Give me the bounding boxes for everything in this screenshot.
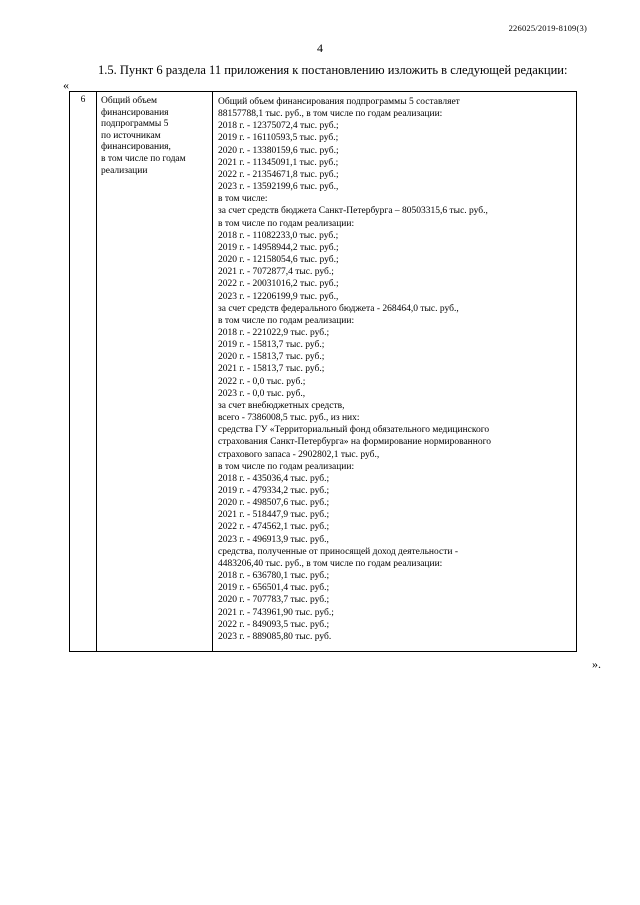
content-line: 2018 г. - 636780,1 тыс. руб.; (218, 571, 330, 582)
content-line: 2021 г. - 7072877,4 тыс. руб.; (218, 267, 334, 278)
content-line: 2021 г. - 15813,7 тыс. руб.; (218, 364, 325, 375)
content-line: 2023 г. - 496913,9 тыс. руб., (218, 534, 329, 545)
content-line: всего - 7386008,5 тыс. руб., из них: (218, 413, 360, 424)
content-line: 2022 г. - 0,0 тыс. руб.; (218, 376, 306, 387)
content-line: в том числе по годам реализации: (218, 218, 355, 229)
content-line: за счет внебюджетных средств, (218, 400, 345, 411)
item-name-cell (97, 92, 213, 652)
document-registration-number: 226025/2019-8109(3) (508, 23, 587, 33)
content-line: за счет средств бюджета Санкт-Петербурга – 80503315,6 тыс. руб., (218, 206, 488, 217)
item-name-line: подпрограммы 5 (101, 119, 169, 130)
content-line: средства ГУ «Территориальный фонд обязательного медицинского (218, 425, 490, 436)
item-name-line: Общий объем (101, 96, 158, 106)
content-line: 2021 г. - 11345091,1 тыс. руб.; (218, 157, 339, 168)
content-line: 2022 г. - 21354671,8 тыс. руб.; (218, 169, 339, 180)
content-line: 2021 г. - 743961,90 тыс. руб.; (218, 607, 334, 618)
content-line: в том числе: (218, 194, 268, 205)
content-line: 2018 г. - 12375072,4 тыс. руб.; (218, 121, 339, 132)
content-line: 2023 г. - 0,0 тыс. руб., (218, 388, 306, 399)
row-number-cell (70, 92, 97, 652)
content-line: 2020 г. - 12158054,6 тыс. руб.; (218, 255, 339, 266)
content-line: 2021 г. - 518447,9 тыс. руб.; (218, 510, 330, 521)
item-name-line: финансирования (101, 107, 169, 118)
content-line: 88157788,1 тыс. руб., в том числе по годам реализации: (218, 109, 443, 120)
content-line: 2019 г. - 16110593,5 тыс. руб.; (218, 133, 339, 144)
content-line: 2022 г. - 20031016,2 тыс. руб.; (218, 279, 339, 290)
content-line: 2022 г. - 849093,5 тыс. руб.; (218, 619, 330, 630)
content-line: 2019 г. - 15813,7 тыс. руб.; (218, 340, 325, 351)
content-line: 2023 г. - 13592199,6 тыс. руб., (218, 182, 339, 193)
content-line: за счет средств федерального бюджета - 268464,0 тыс. руб., (218, 303, 459, 314)
content-line: страхового запаса - 2902802,1 тыс. руб., (218, 449, 380, 460)
item-content-text (218, 96, 573, 643)
content-line: средства, полученные от приносящей доход деятельности - (218, 546, 458, 557)
item-name-line: в том числе по годам (101, 153, 186, 164)
page-number: 4 (317, 41, 323, 55)
amendment-heading: 1.5. Пункт 6 раздела 11 приложения к постановлению изложить в следующей редакции: (98, 63, 568, 77)
content-line: 2018 г. - 435036,4 тыс. руб.; (218, 473, 330, 484)
content-line: 2022 г. - 474562,1 тыс. руб.; (218, 522, 330, 533)
row-number: 6 (80, 95, 86, 105)
financing-table (69, 91, 577, 652)
item-name-line: по источникам (101, 130, 161, 141)
content-line: страхования Санкт-Петербурга» на формирование нормированного (218, 437, 491, 448)
content-line: 2019 г. - 14958944,2 тыс. руб.; (218, 242, 339, 253)
content-line: 2023 г. - 889085,80 тыс. руб. (218, 631, 332, 642)
content-line: Общий объем финансирования подпрограммы 5 составляет (218, 97, 460, 107)
content-line: 2020 г. - 15813,7 тыс. руб.; (218, 352, 325, 363)
opening-quote: « (63, 78, 69, 92)
content-line: в том числе по годам реализации: (218, 461, 355, 472)
content-line: 2020 г. - 13380159,6 тыс. руб.; (218, 145, 339, 156)
item-name-text (101, 96, 209, 177)
item-content-cell (213, 92, 577, 652)
table-row (70, 92, 577, 652)
content-line: 2019 г. - 656501,4 тыс. руб.; (218, 583, 330, 594)
content-line: 4483206,40 тыс. руб., в том числе по годам реализации: (218, 558, 443, 569)
content-line: в том числе по годам реализации: (218, 315, 355, 326)
content-line: 2020 г. - 707783,7 тыс. руб.; (218, 595, 330, 606)
content-line: 2019 г. - 479334,2 тыс. руб.; (218, 486, 330, 496)
content-line: 2020 г. - 498507,6 тыс. руб.; (218, 498, 330, 509)
closing-quote: ». (592, 657, 601, 671)
content-line: 2023 г. - 12206199,9 тыс. руб., (218, 291, 339, 302)
content-line: 2018 г. - 221022,9 тыс. руб.; (218, 327, 330, 338)
content-line: 2018 г. - 11082233,0 тыс. руб.; (218, 230, 339, 241)
item-name-line: финансирования, (101, 142, 171, 153)
item-name-line: реализации (101, 165, 148, 176)
